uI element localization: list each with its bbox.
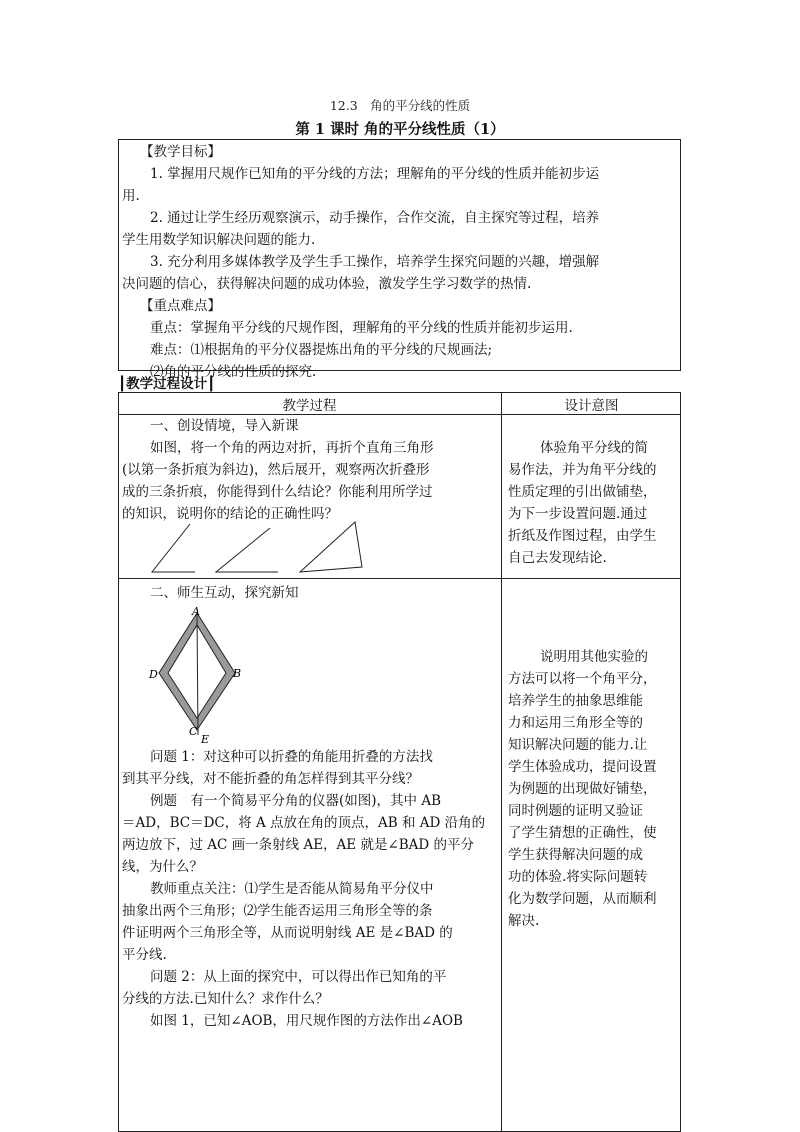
label-a: A — [192, 605, 200, 618]
row2-line: 到其平分线，对不能折叠的角怎样得到其平分线？ — [122, 771, 419, 787]
column-header-intent: 设计意图 — [564, 398, 619, 414]
row2-intent-line: 功的体验.将实际问题转 — [508, 869, 648, 885]
row2-line: 件证明两个三角形全等，从而说明射线 AE 是∠BAD 的 — [122, 925, 453, 941]
row1-intent-line: 折纸及作图过程，由学生 — [508, 528, 657, 544]
row2-intent-line: 了学生猜想的正确性，使 — [508, 825, 657, 841]
row1-intent-line: 易作法，并为角平分线的 — [508, 462, 657, 478]
row2-line: 例题 有一个简易平分角的仪器(如图)，其中 AB — [150, 793, 441, 809]
row1-intent-line: 体验角平分线的简 — [540, 440, 648, 456]
chapter-title: 12.3 角的平分线的性质 — [329, 98, 471, 113]
row2-heading: 二、师生互动，探究新知 — [150, 585, 299, 601]
row2-intent-line: 同时例题的证明又验证 — [508, 803, 643, 819]
row2-line: 平分线. — [122, 947, 167, 963]
label-d: D — [149, 668, 158, 681]
row-divider — [118, 578, 681, 579]
objectives-heading: 【教学目标】 — [140, 144, 221, 160]
angle-3 — [300, 522, 362, 572]
row1-heading: 一、创设情境，导入新课 — [150, 418, 299, 434]
lesson-title: 第 1 课时 角的平分线性质（1） — [295, 121, 505, 138]
row1-intent-line: 为下一步设置问题.通过 — [508, 506, 648, 522]
column-header-process: 教学过程 — [282, 398, 337, 414]
row1-line: 如图，将一个角的两边对折，再折个直角三角形 — [150, 440, 434, 456]
row1-intent-line: 自己去发现结论. — [508, 550, 607, 566]
row2-line: 线，为什么？ — [122, 859, 203, 875]
label-b: B — [233, 667, 242, 680]
row1-line: (以第一条折痕为斜边)，然后展开，观察两次折叠形 — [122, 462, 430, 478]
row2-intent-line: 知识解决问题的能力.让 — [508, 737, 648, 753]
objective-line: 学生用数学知识解决问题的能力. — [122, 232, 316, 248]
objective-line: 决问题的信心，获得解决问题的成功体验，激发学生学习数学的热情. — [122, 276, 532, 292]
key-line: ⑵角的平分线的性质的探究. — [150, 364, 317, 380]
row2-intent-line: 学生体验成功，提问设置 — [508, 759, 657, 775]
row2-intent-line: 方法可以将一个角平分， — [508, 671, 657, 687]
key-line: 难点：⑴根据角的平分仪器提炼出角的平分线的尺规画法; — [150, 342, 493, 358]
row2-line: 分线的方法.已知什么？求作什么？ — [122, 991, 329, 1007]
row2-line: 两边放下，过 AC 画一条射线 AE，AE 就是∠BAD 的平分 — [122, 837, 475, 853]
objective-line: 1. 掌握用尺规作已知角的平分线的方法；理解角的平分线的性质并能初步运 — [150, 166, 600, 182]
label-e: E — [201, 733, 210, 745]
row2-intent-line: 培养学生的抽象思维能 — [508, 693, 643, 709]
row2-line: ＝AD，BC＝DC，将 A 点放在角的顶点，AB 和 AD 沿角的 — [122, 815, 486, 831]
row1-intent-line: 性质定理的引出做铺垫， — [508, 484, 657, 500]
row2-intent-line: 化为数学问题，从而顺利 — [508, 891, 657, 907]
key-heading: 【重点难点】 — [140, 298, 221, 314]
row1-line: 成的三条折痕，你能得到什么结论？你能利用所学过 — [122, 484, 433, 500]
angle-1 — [152, 524, 195, 572]
row2-line: 如图 1，已知∠AOB，用尺规作图的方法作出∠AOB — [150, 1013, 463, 1029]
angle-bisector-instrument-figure — [145, 605, 255, 745]
row2-line: 教师重点关注：⑴学生是否能从简易角平分仪中 — [150, 881, 434, 897]
folded-angles-figure — [150, 520, 380, 575]
objective-line: 3. 充分利用多媒体教学及学生手工操作，培养学生探究问题的兴趣，增强解 — [150, 254, 600, 270]
row2-intent-line: 力和运用三角形全等的 — [508, 715, 643, 731]
column-divider — [501, 392, 502, 1132]
row2-line: 抽象出两个三角形；⑵学生能否运用三角形全等的条 — [122, 903, 433, 919]
row2-intent-line: 解决. — [508, 913, 540, 929]
objective-line: 用. — [122, 188, 140, 204]
row2-intent-line: 说明用其他实验的 — [540, 649, 648, 665]
label-c: C — [189, 725, 198, 738]
section-label: ┃教学过程设计┃ — [118, 376, 216, 392]
row2-line: 问题 2：从上面的探究中，可以得出作已知角的平 — [150, 969, 447, 985]
angle-2 — [216, 528, 278, 572]
row2-line: 问题 1：对这种可以折叠的角能用折叠的方法找 — [150, 749, 433, 765]
row2-intent-line: 为例题的出现做好铺垫， — [508, 781, 657, 797]
objective-line: 2. 通过让学生经历观察演示，动手操作，合作交流，自主探究等过程，培养 — [150, 210, 600, 226]
row1-line: 的知识，说明你的结论的正确性吗？ — [122, 506, 338, 522]
row2-intent-line: 学生获得解决问题的成 — [508, 847, 643, 863]
key-line: 重点：掌握角平分线的尺规作图，理解角的平分线的性质并能初步运用. — [150, 320, 573, 336]
